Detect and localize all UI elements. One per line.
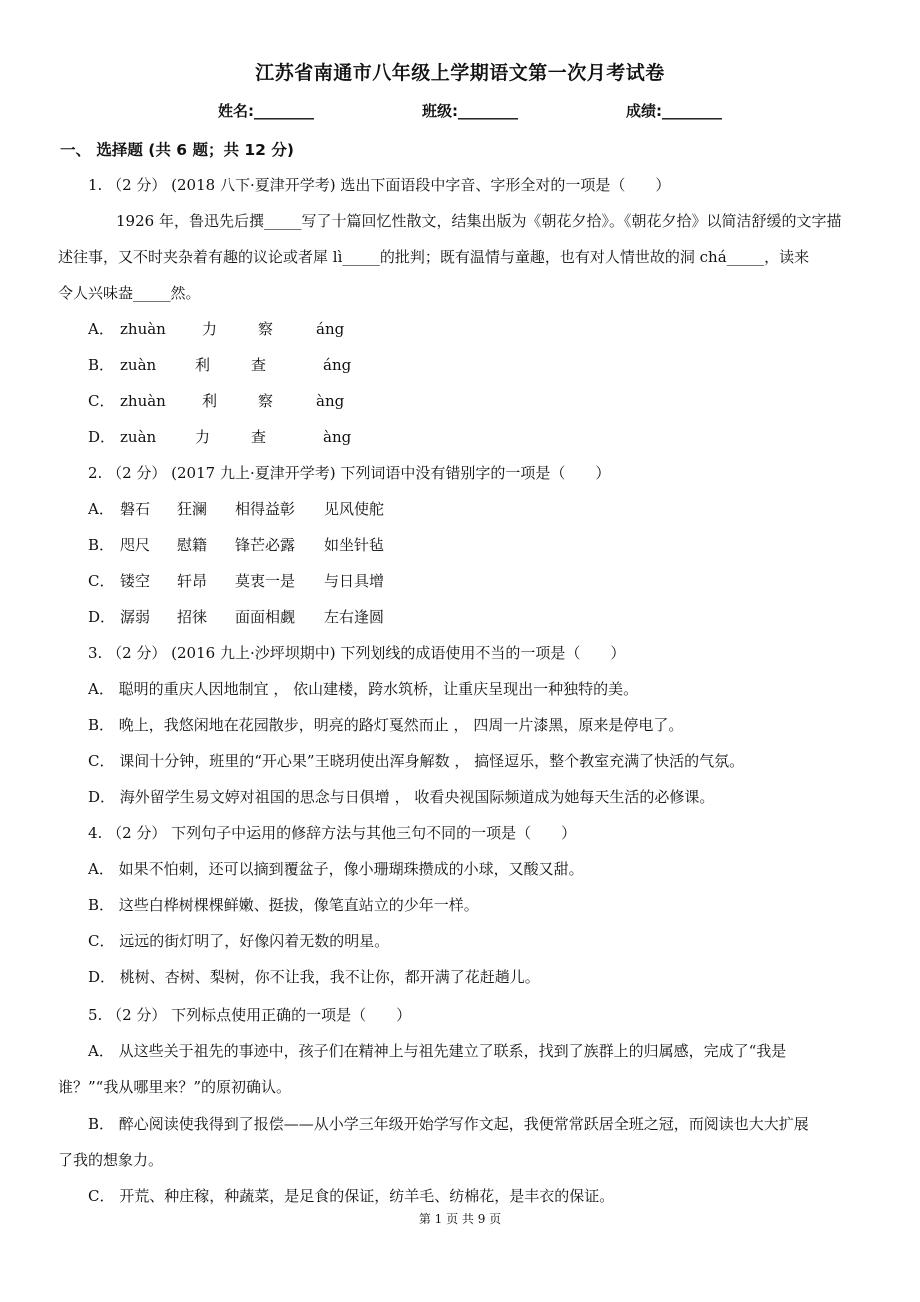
- q1-passage-line: 述往事，又不时夹杂着有趣的议论或者犀 lì_____的批判；既有温情与童趣，也有对人情世故的洞 chá_____，读来: [58, 248, 810, 266]
- option-part: 力: [202, 320, 218, 338]
- option-letter: B．: [88, 536, 115, 554]
- question-5-stem: 5. （2 分） 下列标点使用正确的一项是（ ）: [88, 1006, 412, 1024]
- q3-option-b: B． 晚上，我悠闲地在花园散步，明亮的路灯戛然而止 ， 四周一片漆黑，原来是停电了。: [88, 716, 684, 734]
- option-part: 左右逢圆: [324, 608, 385, 626]
- section-heading: 一、 选择题 (共 6 题；共 12 分): [60, 141, 294, 159]
- option-part: 莫衷一是: [235, 572, 296, 590]
- question-2-stem: 2. （2 分） (2017 九上·夏津开学考) 下列词语中没有错别字的一项是（ ）: [88, 464, 611, 482]
- q4-option-b: B． 这些白桦树棵棵鲜嫩、挺拔，像笔直站立的少年一样。: [88, 896, 479, 914]
- option-part: áng: [316, 320, 345, 338]
- option-part: 招徕: [177, 608, 208, 626]
- q5-option-b-cont: 了我的想象力。: [58, 1151, 164, 1169]
- option-part: 力: [195, 428, 211, 446]
- option-part: 相得益彰: [235, 500, 296, 518]
- option-part: 狂澜: [177, 500, 208, 518]
- option-part: áng: [323, 356, 352, 374]
- q4-option-a: A． 如果不怕刺，还可以摘到覆盆子，像小珊瑚珠攒成的小球，又酸又甜。: [88, 860, 584, 878]
- option-part: zuàn: [120, 356, 157, 374]
- score-field: 成绩:________: [626, 102, 722, 120]
- q5-option-b: B． 醉心阅读使我得到了报偿——从小学三年级开始学写作文起，我便常常跃居全班之冠，而阅读也大大扩展: [88, 1115, 809, 1133]
- name-field: 姓名:________: [218, 102, 314, 120]
- page-footer: 第 1 页 共 9 页: [418, 1212, 502, 1226]
- option-part: 见风使舵: [324, 500, 385, 518]
- q1-option-a: [0, 319, 920, 339]
- option-part: 潺弱: [120, 608, 151, 626]
- q1-option-c: [0, 391, 920, 411]
- option-letter: C．: [88, 392, 115, 410]
- option-part: 镂空: [120, 572, 151, 590]
- option-part: 察: [258, 320, 274, 338]
- option-part: 轩昂: [177, 572, 208, 590]
- option-part: 锋芒必露: [235, 536, 296, 554]
- option-part: àng: [316, 392, 345, 410]
- q3-option-c: C． 课间十分钟，班里的“开心果”王晓玥使出浑身解数 ， 搞怪逗乐，整个教室充满了快活的气氛。: [88, 752, 745, 770]
- option-part: 如坐针毡: [324, 536, 385, 554]
- option-letter: B．: [88, 356, 115, 374]
- q5-option-a: A． 从这些关于祖先的事迹中，孩子们在精神上与祖先建立了联系，找到了族群上的归属感，完成了“我是: [88, 1042, 787, 1060]
- q1-option-d: [0, 427, 920, 447]
- option-part: 利: [202, 392, 218, 410]
- option-part: 利: [195, 356, 211, 374]
- option-part: 与日具增: [324, 572, 385, 590]
- q3-option-d: D． 海外留学生易文婷对祖国的思念与日俱增 ， 收看央视国际频道成为她每天生活的必修课。: [88, 788, 715, 806]
- page-title: 江苏省南通市八年级上学期语文第一次月考试卷: [255, 62, 665, 84]
- q2-option-b: [0, 535, 920, 555]
- question-3-stem: 3. （2 分） (2016 九上·沙坪坝期中) 下列划线的成语使用不当的一项是（ ）: [88, 644, 626, 662]
- option-letter: C．: [88, 572, 115, 590]
- q1-option-b: [0, 355, 920, 375]
- option-letter: A．: [88, 320, 114, 338]
- question-4-stem: 4. （2 分） 下列句子中运用的修辞方法与其他三句不同的一项是（ ）: [88, 824, 577, 842]
- q2-option-d: [0, 607, 920, 627]
- q1-passage-line: 1926 年，鲁迅先后撰_____写了十篇回忆性散文，结集出版为《朝花夕拾》。《朝花夕拾》以简洁舒缓的文字描: [116, 212, 842, 230]
- option-part: 察: [258, 392, 274, 410]
- question-1-stem: 1. （2 分） (2018 八下·夏津开学考) 选出下面语段中字音、字形全对的一项是（ ）: [88, 176, 671, 194]
- q4-option-d: D． 桃树、杏树、梨树，你不让我，我不让你，都开满了花赶趟儿。: [88, 968, 540, 986]
- option-letter: D．: [88, 428, 116, 446]
- option-part: 查: [251, 356, 267, 374]
- q3-option-a: A． 聪明的重庆人因地制宜 ， 依山建楼，跨水筑桥，让重庆呈现出一种独特的美。: [88, 680, 639, 698]
- q5-option-a-cont: 谁？”“我从哪里来？”的原初确认。: [58, 1078, 292, 1096]
- option-letter: A．: [88, 500, 114, 518]
- option-part: 面面相觑: [235, 608, 296, 626]
- q4-option-c: C． 远远的街灯明了，好像闪着无数的明星。: [88, 932, 390, 950]
- option-part: 慰籍: [177, 536, 208, 554]
- option-part: àng: [323, 428, 352, 446]
- option-part: 咫尺: [120, 536, 151, 554]
- option-part: zhuàn: [120, 320, 166, 338]
- class-field: 班级:________: [422, 102, 518, 120]
- option-letter: D．: [88, 608, 116, 626]
- q5-option-c: C． 开荒、种庄稼，种蔬菜，是足食的保证，纺羊毛、纺棉花，是丰衣的保证。: [88, 1187, 615, 1205]
- option-part: 查: [251, 428, 267, 446]
- option-part: zhuàn: [120, 392, 166, 410]
- option-part: zuàn: [120, 428, 157, 446]
- q2-option-a: [0, 499, 920, 519]
- option-part: 磐石: [120, 500, 151, 518]
- q2-option-c: [0, 571, 920, 591]
- q1-passage-line: 令人兴味盎_____然。: [58, 284, 201, 302]
